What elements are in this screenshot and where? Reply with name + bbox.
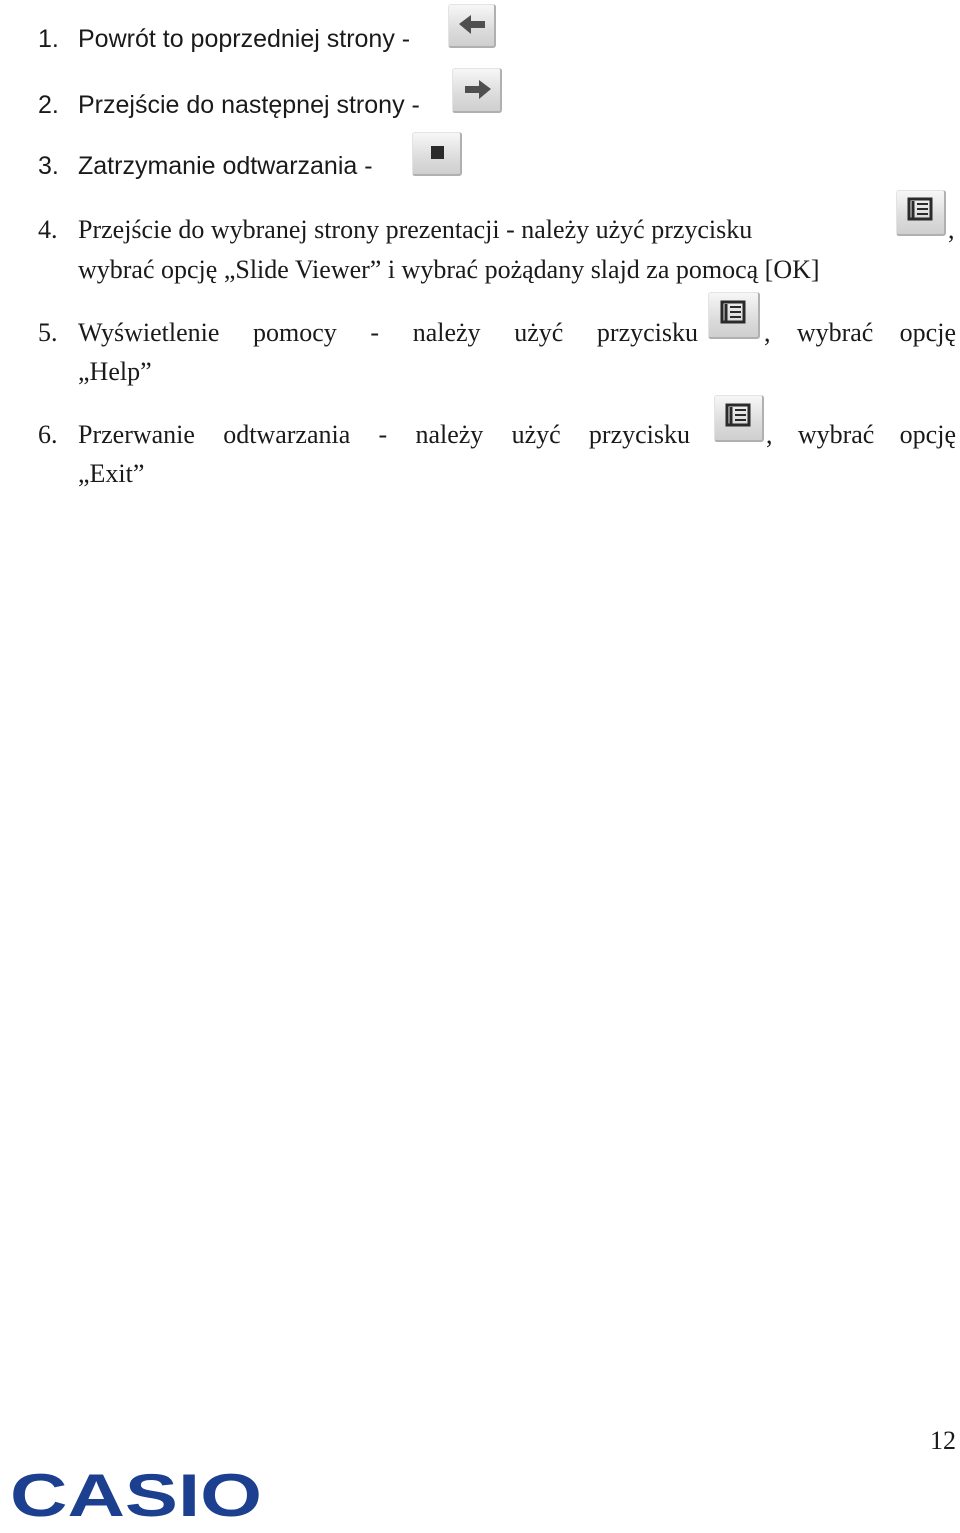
menu-list-icon [709, 293, 759, 338]
list-item-6 [38, 420, 698, 450]
menu-button[interactable] [896, 190, 946, 236]
menu-button[interactable] [708, 292, 760, 339]
list-item-5 [38, 318, 698, 348]
item-text: Przejście do wybranej strony prezentacji - należy użyć przycisku [78, 215, 753, 244]
item-suffix [766, 420, 956, 450]
menu-list-icon [897, 191, 945, 235]
forward-button[interactable] [452, 68, 502, 113]
logo-text: CASIO [10, 1464, 262, 1526]
item-number: 5. [38, 318, 58, 347]
item-suffix-text: , wybrać opcję [766, 420, 956, 449]
list-item-4 [38, 215, 752, 245]
back-button[interactable] [448, 4, 496, 48]
item-number: 3. [38, 152, 59, 180]
stop-button[interactable] [412, 132, 462, 176]
item-number: 1. [38, 25, 59, 53]
item-continuation: „Exit” [78, 459, 145, 488]
stop-icon [413, 133, 461, 175]
item-text: Przejście do następnej strony - [78, 91, 420, 119]
list-item-2 [38, 90, 420, 120]
item-number: 4. [38, 215, 58, 244]
item-number: 6. [38, 420, 58, 449]
item-text: Powrót to poprzedniej strony - [78, 25, 411, 53]
item-text: Przerwanie odtwarzania - należy użyć przycisku [78, 420, 690, 449]
arrow-left-icon [449, 5, 495, 47]
item-number: 2. [38, 91, 59, 119]
list-item-3 [38, 151, 373, 181]
item-text: Zatrzymanie odtwarzania - [78, 152, 373, 180]
page-number: 12 [930, 1426, 956, 1455]
item-continuation: wybrać opcję „Slide Viewer” i wybrać pożądany slajd za pomocą [OK] [78, 255, 820, 284]
item-continuation: „Help” [78, 357, 152, 386]
item-suffix: , [948, 215, 955, 244]
menu-list-icon [715, 396, 763, 441]
item-suffix [764, 318, 956, 348]
list-item-1 [38, 24, 410, 54]
arrow-right-icon [453, 69, 501, 112]
item-text: Wyświetlenie pomocy - należy użyć przycisku [78, 318, 698, 347]
casio-logo [10, 1464, 272, 1533]
item-suffix-text: , wybrać opcję [764, 318, 956, 347]
menu-button[interactable] [714, 395, 764, 442]
